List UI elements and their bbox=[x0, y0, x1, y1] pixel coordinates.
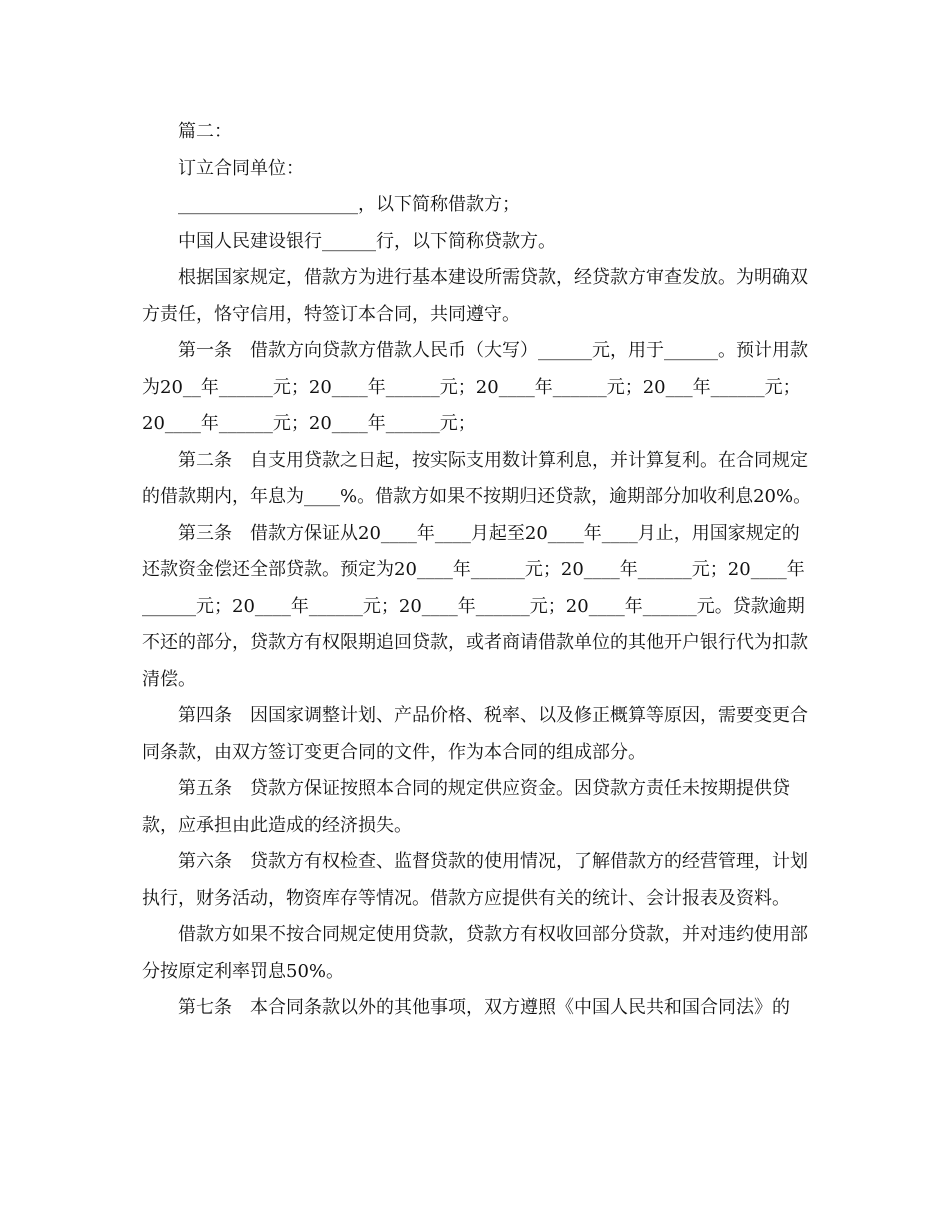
article-6-penalty: 借款方如果不按合同规定使用贷款，贷款方有权收回部分贷款，并对违约使用部分按原定利率罚息50%。 bbox=[142, 924, 808, 982]
document-body bbox=[142, 114, 812, 1027]
article-3: 第三条 借款方保证从20____年____月起至20____年____月止，用国家规定的还款资金偿还全部贷款。预定为20____年______元；20____年______元；20____年______元；20____年______元；20____年______元；20____年______元。贷款逾期不还的部分，贷款方有权限期追回贷款，或者商请借款单位的其他开户银行代为扣款清偿。 bbox=[142, 522, 808, 690]
article-2: 第二条 自支用贷款之日起，按实际支用数计算利息，并计算复利。在合同规定的借款期内，年息为____%。借款方如果不按期归还贷款，逾期部分加收利息20%。 bbox=[142, 449, 812, 507]
contract-parties-label: 订立合同单位： bbox=[178, 157, 304, 179]
article-5: 第五条 贷款方保证按照本合同的规定供应资金。因贷款方责任未按期提供贷款，应承担由此造成的经济损失。 bbox=[142, 778, 790, 836]
article-7: 第七条 本合同条款以外的其他事项，双方遵照《中国人民共和国合同法》的 bbox=[178, 997, 790, 1018]
article-1: 第一条 借款方向贷款方借款人民币（大写）______元，用于______。预计用款为20__年______元；20____年______元；20____年______元；20___年______元；20____年______元；20____年______元； bbox=[142, 340, 808, 434]
article-6: 第六条 贷款方有权检查、监督贷款的使用情况，了解借款方的经营管理，计划执行，财务活动，物资库存等情况。借款方应提供有关的统计、会计报表及资料。 bbox=[142, 851, 808, 909]
article-4: 第四条 因国家调整计划、产品价格、税率、以及修正概算等原因，需要变更合同条款，由双方签订变更合同的文件，作为本合同的组成部分。 bbox=[142, 705, 808, 763]
section-heading: 篇二： bbox=[178, 121, 232, 142]
lender-line: 中国人民建设银行______行，以下简称贷款方。 bbox=[178, 230, 556, 252]
preamble-paragraph: 根据国家规定，借款方为进行基本建设所需贷款，经贷款方审查发放。为明确双方责任，恪守信用，特签订本合同，共同遵守。 bbox=[142, 267, 808, 325]
borrower-line: ____________________，以下简称借款方； bbox=[178, 194, 520, 215]
